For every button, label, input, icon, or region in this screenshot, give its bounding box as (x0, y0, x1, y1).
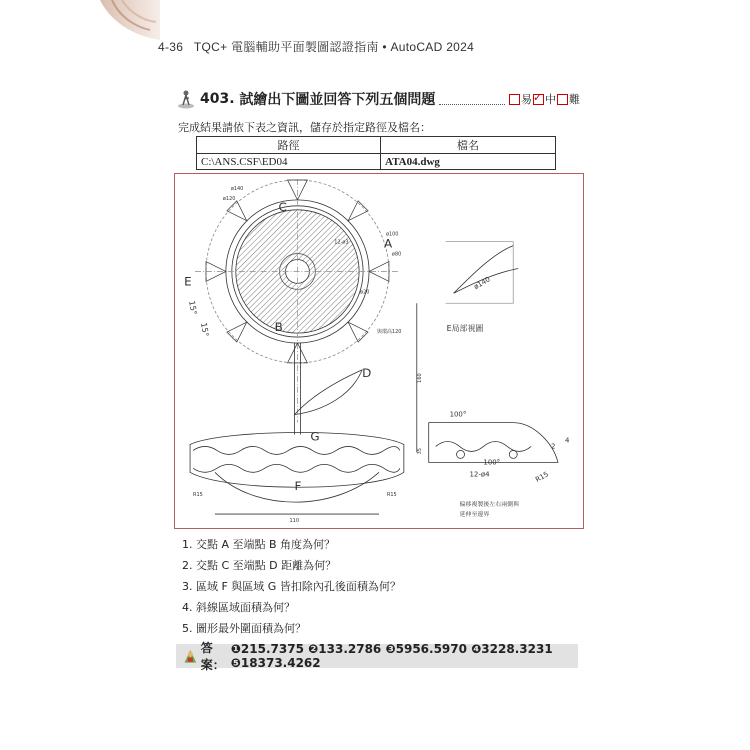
detail-e-phi140: ø140 (472, 275, 492, 292)
detail-dim-2: 2 (551, 442, 556, 451)
answer-values: ❶215.7375 ❷133.2786 ❸5956.5970 ❹3228.3231 ❺18373.4262 (230, 642, 553, 670)
dim-35: 35 (416, 448, 423, 455)
problem-heading: 試繪出下圖並回答下列五個問題 (239, 92, 436, 108)
question-2: 2. 交點 C 至端點 D 距離為何？ (182, 559, 337, 572)
dim-160: 160 (416, 373, 423, 383)
detail-hole-1 (457, 450, 465, 458)
dim-phi140: ø140 (230, 185, 244, 192)
table-header-path: 路徑 (197, 137, 381, 154)
page-number: 4-36 (158, 40, 184, 54)
answer-label: 答案： (200, 641, 225, 672)
label-G: G (310, 429, 320, 444)
dim-phi120: ø120 (222, 195, 236, 202)
base-wave-bottom (193, 464, 400, 472)
dim-110: 110 (289, 518, 299, 525)
question-4: 4. 斜線區域面積為何？ (182, 601, 295, 614)
detail-100-top: 100° (449, 410, 467, 419)
running-header (158, 38, 474, 55)
difficulty-checkbox-hard (557, 94, 568, 105)
detail-e-curves (454, 246, 519, 294)
detail-wave-line (436, 441, 531, 451)
dim-total120: 與環高120 (377, 329, 402, 336)
dim-phi100: ø100 (385, 231, 399, 238)
instruction-text: 完成結果請依下表之資訊，儲存於指定路徑及檔名： (178, 121, 431, 134)
difficulty-checkbox-medium (533, 94, 544, 105)
difficulty-label-hard: 難 (569, 93, 580, 106)
leaf-shape (294, 370, 362, 415)
detail-100-bottom: 100° (483, 458, 501, 467)
question-5: 5. 圖形最外圍面積為何？ (182, 622, 306, 635)
label-A: A (383, 236, 393, 251)
table-cell-path: C:\ANS.CSF\ED04 (197, 154, 381, 170)
base-wave-top (193, 446, 400, 454)
header-decoration (0, 0, 750, 70)
label-D: D (362, 365, 372, 380)
dim-phi80: ø80 (391, 251, 402, 258)
detail-12phi4: 12-ø4 (469, 470, 490, 479)
cad-drawing-svg (175, 174, 583, 528)
detail-r15: R15 (534, 470, 550, 484)
dim-r15-left: R15 (193, 492, 203, 499)
mascot-icon (182, 646, 199, 666)
dim-r15-right: R15 (386, 492, 397, 499)
label-C: C (278, 199, 287, 214)
question-3: 3. 區域 F 與區域 G 皆扣除內孔後面積為何？ (182, 580, 401, 593)
pencil-figure-icon (176, 89, 196, 109)
file-info-table (196, 136, 556, 170)
detail-hole-2 (509, 450, 517, 458)
detail-dim-4: 4 (564, 436, 570, 445)
question-1: 1. 交點 A 至端點 B 角度為何？ (182, 538, 336, 551)
difficulty-checkbox-easy (509, 94, 520, 105)
detail-note-line1: 偏移複製後左右兩側與 (459, 501, 520, 509)
table-header-filename: 檔名 (381, 137, 556, 154)
book-title: TQC+ 電腦輔助平面製圖認證指南 • AutoCAD 2024 (193, 40, 475, 54)
difficulty-label-medium: 中 (545, 93, 556, 106)
detail-note-line2: 延伸至邊界 (459, 511, 490, 519)
label-F: F (294, 479, 302, 494)
detail-e-caption: E局部視圖 (446, 324, 484, 334)
dim-angle-15a: 15° (187, 300, 199, 316)
dim-angle-15b: 15° (199, 321, 211, 338)
dim-12phi3: 12-ø3 (334, 239, 349, 246)
difficulty-rating (509, 91, 580, 107)
label-E: E (184, 274, 192, 289)
answer-bar (176, 641, 578, 672)
question-list (182, 537, 401, 642)
label-B: B (274, 320, 283, 335)
leader-dots (439, 94, 505, 105)
dim-phi20: ø20 (360, 289, 370, 296)
cad-drawing (174, 173, 584, 529)
detail-wave-plate (429, 423, 558, 463)
table-cell-filename: ATA04.dwg (381, 154, 556, 170)
problem-title (176, 88, 580, 110)
difficulty-label-easy: 易 (521, 93, 532, 106)
problem-number: 403. (200, 91, 235, 107)
